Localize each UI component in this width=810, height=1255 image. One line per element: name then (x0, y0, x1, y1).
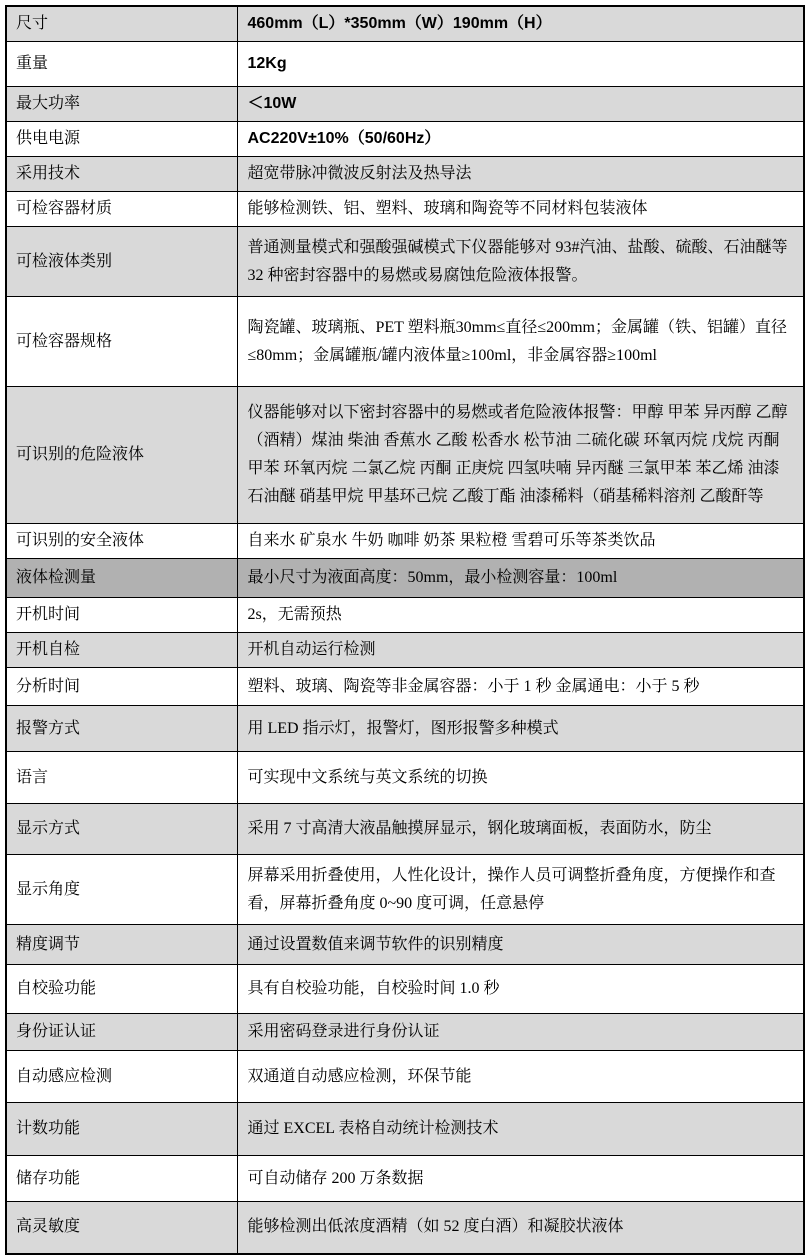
spec-label: 自校验功能 (6, 965, 237, 1014)
spec-value: 最小尺寸为液面高度：50mm，最小检测容量：100ml (237, 559, 804, 598)
spec-label: 重量 (6, 42, 237, 87)
table-row (6, 925, 804, 965)
table-row (6, 855, 804, 925)
table-row (6, 633, 804, 668)
spec-value: 能够检测出低浓度酒精（如 52 度白酒）和凝胶状液体 (237, 1202, 804, 1254)
spec-label: 报警方式 (6, 706, 237, 752)
spec-table (5, 5, 805, 1255)
spec-value: 能够检测铁、铝、塑料、玻璃和陶瓷等不同材料包装液体 (237, 192, 804, 227)
spec-value: 双通道自动感应检测，环保节能 (237, 1051, 804, 1103)
table-row (6, 1014, 804, 1051)
spec-value: 可自动储存 200 万条数据 (237, 1156, 804, 1202)
spec-label: 显示方式 (6, 804, 237, 855)
spec-label: 液体检测量 (6, 559, 237, 598)
table-row (6, 192, 804, 227)
spec-value: 通过 EXCEL 表格自动统计检测技术 (237, 1103, 804, 1156)
table-row (6, 524, 804, 559)
spec-label: 可识别的安全液体 (6, 524, 237, 559)
spec-label: 可检液体类别 (6, 227, 237, 297)
spec-value: 用 LED 指示灯，报警灯，图形报警多种模式 (237, 706, 804, 752)
table-row (6, 387, 804, 524)
spec-value: 塑料、玻璃、陶瓷等非金属容器：小于 1 秒 金属通电：小于 5 秒 (237, 668, 804, 706)
spec-value: 采用 7 寸高清大液晶触摸屏显示，钢化玻璃面板，表面防水，防尘 (237, 804, 804, 855)
spec-label: 采用技术 (6, 157, 237, 192)
table-row (6, 804, 804, 855)
table-row (6, 752, 804, 804)
spec-value: 460mm（L）*350mm（W）190mm（H） (237, 6, 804, 42)
spec-value: AC220V±10%（50/60Hz） (237, 122, 804, 157)
spec-value: 2s，无需预热 (237, 598, 804, 633)
spec-label: 身份证认证 (6, 1014, 237, 1051)
spec-label: 高灵敏度 (6, 1202, 237, 1254)
table-row (6, 122, 804, 157)
spec-label: 开机自检 (6, 633, 237, 668)
table-row (6, 157, 804, 192)
spec-value: 开机自动运行检测 (237, 633, 804, 668)
table-row (6, 965, 804, 1014)
spec-value: 普通测量模式和强酸强碱模式下仪器能够对 93#汽油、盐酸、硫酸、石油醚等 32 种密封容器中的易燃或易腐蚀危险液体报警。 (237, 227, 804, 297)
spec-label: 储存功能 (6, 1156, 237, 1202)
spec-value: 具有自校验功能，自校验时间 1.0 秒 (237, 965, 804, 1014)
spec-table-body (6, 6, 804, 1254)
spec-value: 超宽带脉冲微波反射法及热导法 (237, 157, 804, 192)
spec-label: 可检容器规格 (6, 297, 237, 387)
spec-label: 语言 (6, 752, 237, 804)
spec-label: 自动感应检测 (6, 1051, 237, 1103)
table-row (6, 87, 804, 122)
spec-label: 开机时间 (6, 598, 237, 633)
spec-value: 仪器能够对以下密封容器中的易燃或者危险液体报警：甲醇 甲苯 异丙醇 乙醇（酒精）煤油 柴油 香蕉水 乙酸 松香水 松节油 二硫化碳 环氧丙烷 戊烷 丙酮 甲苯 环氧丙烷 二氯乙烷 丙酮 正庚烷 四氢呋喃 异丙醚 三氯甲苯 苯乙烯 油漆 石油醚 硝基甲烷 甲基环己烷 乙酸丁酯 油漆稀料（硝基稀料溶剂 乙酸酐等 (237, 387, 804, 524)
spec-label: 可识别的危险液体 (6, 387, 237, 524)
table-row (6, 1202, 804, 1254)
spec-label: 尺寸 (6, 6, 237, 42)
spec-value: 自来水 矿泉水 牛奶 咖啡 奶茶 果粒橙 雪碧可乐等茶类饮品 (237, 524, 804, 559)
table-row (6, 706, 804, 752)
spec-value: 屏幕采用折叠使用，人性化设计，操作人员可调整折叠角度，方便操作和查看，屏幕折叠角度 0~90 度可调，任意悬停 (237, 855, 804, 925)
table-row (6, 668, 804, 706)
table-row (6, 559, 804, 598)
table-row (6, 6, 804, 42)
spec-label: 供电电源 (6, 122, 237, 157)
table-row (6, 1103, 804, 1156)
spec-value: 可实现中文系统与英文系统的切换 (237, 752, 804, 804)
spec-value: 12Kg (237, 42, 804, 87)
table-row (6, 227, 804, 297)
spec-value: 陶瓷罐、玻璃瓶、PET 塑料瓶30mm≤直径≤200mm；金属罐（铁、铝罐）直径≤80mm；金属罐瓶/罐内液体量≥100ml，非金属容器≥100ml (237, 297, 804, 387)
table-row (6, 297, 804, 387)
spec-label: 分析时间 (6, 668, 237, 706)
table-row (6, 598, 804, 633)
spec-label: 精度调节 (6, 925, 237, 965)
table-row (6, 1051, 804, 1103)
spec-label: 显示角度 (6, 855, 237, 925)
table-row (6, 42, 804, 87)
spec-value: ＜10W (237, 87, 804, 122)
table-row (6, 1156, 804, 1202)
spec-value: 采用密码登录进行身份认证 (237, 1014, 804, 1051)
spec-value: 通过设置数值来调节软件的识别精度 (237, 925, 804, 965)
spec-label: 计数功能 (6, 1103, 237, 1156)
spec-label: 可检容器材质 (6, 192, 237, 227)
spec-label: 最大功率 (6, 87, 237, 122)
